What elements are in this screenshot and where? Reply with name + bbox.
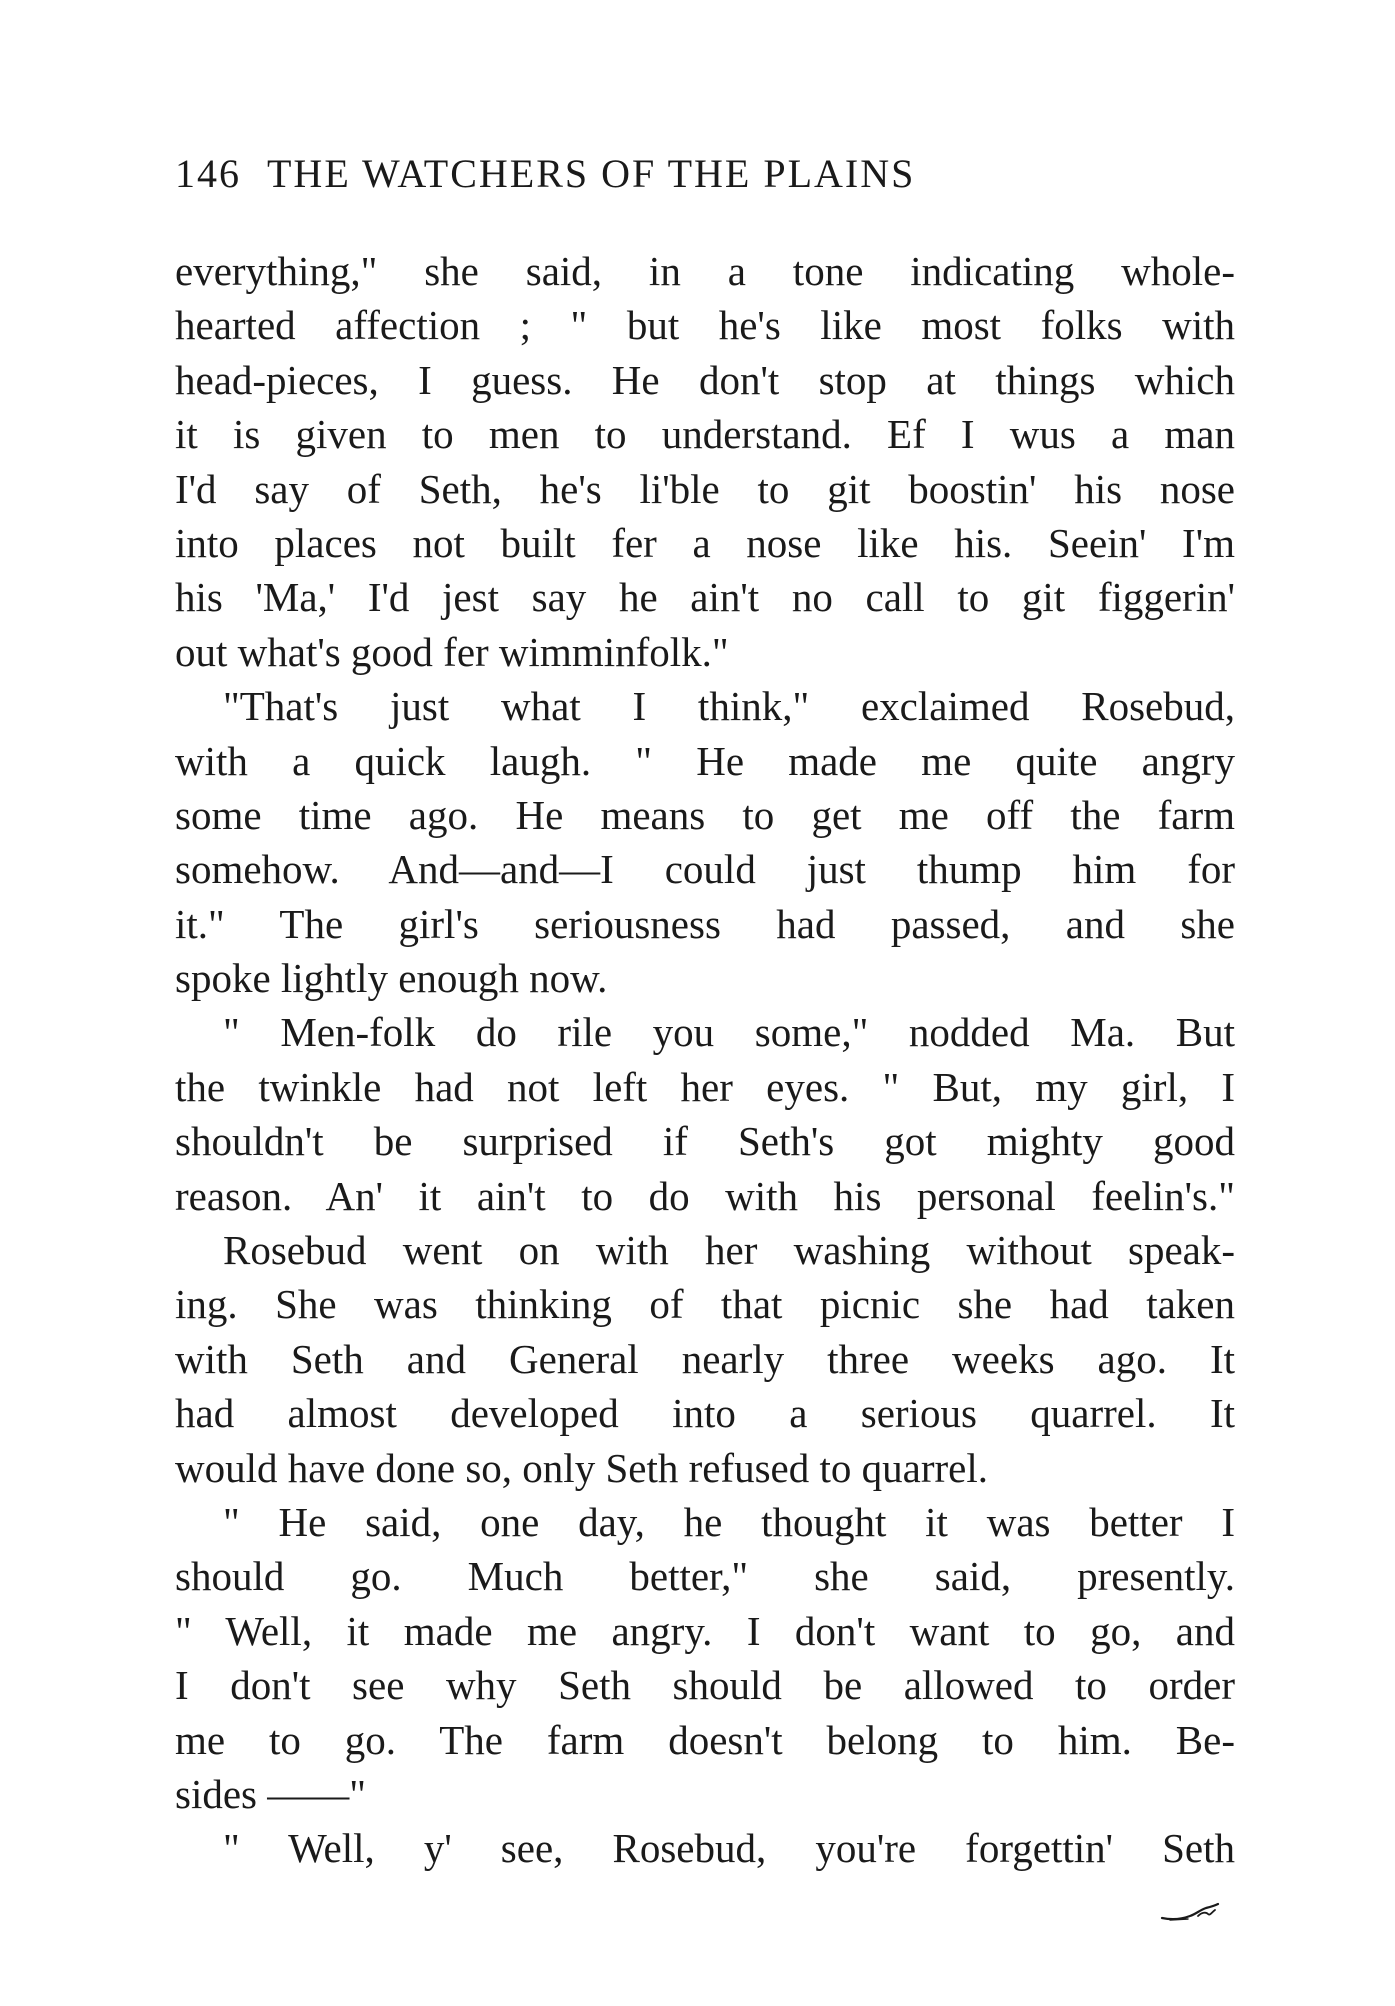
text-line: had almost developed into a serious quarrel. It bbox=[175, 1390, 1235, 1437]
text-line: " He said, one day, he thought it was better I bbox=[223, 1498, 1235, 1545]
text-line: with Seth and General nearly three weeks ago. It bbox=[175, 1335, 1235, 1382]
text-line: would have done so, only Seth refused to quarrel. bbox=[175, 1444, 988, 1491]
text-line: head-pieces, I guess. He don't stop at things which bbox=[175, 356, 1235, 403]
text-line: "That's just what I think," exclaimed Rosebud, bbox=[223, 683, 1235, 730]
text-line: shouldn't be surprised if Seth's got mighty good bbox=[175, 1118, 1235, 1165]
text-line: " Well, it made me angry. I don't want to go, and bbox=[175, 1607, 1235, 1654]
text-line: me to go. The farm doesn't belong to him. Be- bbox=[175, 1716, 1235, 1763]
text-line: Rosebud went on with her washing without speak- bbox=[223, 1227, 1235, 1274]
text-line: some time ago. He means to get me off the farm bbox=[175, 791, 1235, 838]
text-line: sides ——" bbox=[175, 1770, 366, 1817]
printers-mark-icon bbox=[1160, 1900, 1220, 1924]
text-line: hearted affection ; " but he's like most folks with bbox=[175, 302, 1235, 349]
text-line: somehow. And—and—I could just thump him for bbox=[175, 846, 1235, 893]
text-line: I'd say of Seth, he's li'ble to git boostin' his nose bbox=[175, 465, 1235, 512]
text-line: it." The girl's seriousness had passed, and she bbox=[175, 900, 1235, 947]
text-line: his 'Ma,' I'd jest say he ain't no call to git figgerin' bbox=[175, 574, 1235, 621]
text-line: I don't see why Seth should be allowed to order bbox=[175, 1662, 1235, 1709]
text-line: into places not built fer a nose like his. Seein' I'm bbox=[175, 519, 1235, 566]
text-line: it is given to men to understand. Ef I wus a man bbox=[175, 411, 1235, 458]
running-head bbox=[175, 150, 1235, 197]
text-line: " Men-folk do rile you some," nodded Ma. But bbox=[223, 1009, 1235, 1056]
page-number: 146 bbox=[175, 151, 241, 196]
text-line: reason. An' it ain't to do with his personal feelin's." bbox=[175, 1172, 1235, 1219]
body-text bbox=[175, 244, 1235, 1876]
text-line: out what's good fer wimminfolk." bbox=[175, 628, 729, 675]
text-line: spoke lightly enough now. bbox=[175, 955, 608, 1002]
text-line: the twinkle had not left her eyes. " But, my girl, I bbox=[175, 1063, 1235, 1110]
running-head-title: THE WATCHERS OF THE PLAINS bbox=[267, 151, 916, 196]
text-line: " Well, y' see, Rosebud, you're forgettin' Seth bbox=[223, 1825, 1235, 1872]
text-line: should go. Much better," she said, presently. bbox=[175, 1553, 1235, 1600]
text-line: everything," she said, in a tone indicating whole- bbox=[175, 248, 1235, 294]
text-line: ing. She was thinking of that picnic she had taken bbox=[175, 1281, 1235, 1328]
text-line: with a quick laugh. " He made me quite angry bbox=[175, 737, 1235, 784]
